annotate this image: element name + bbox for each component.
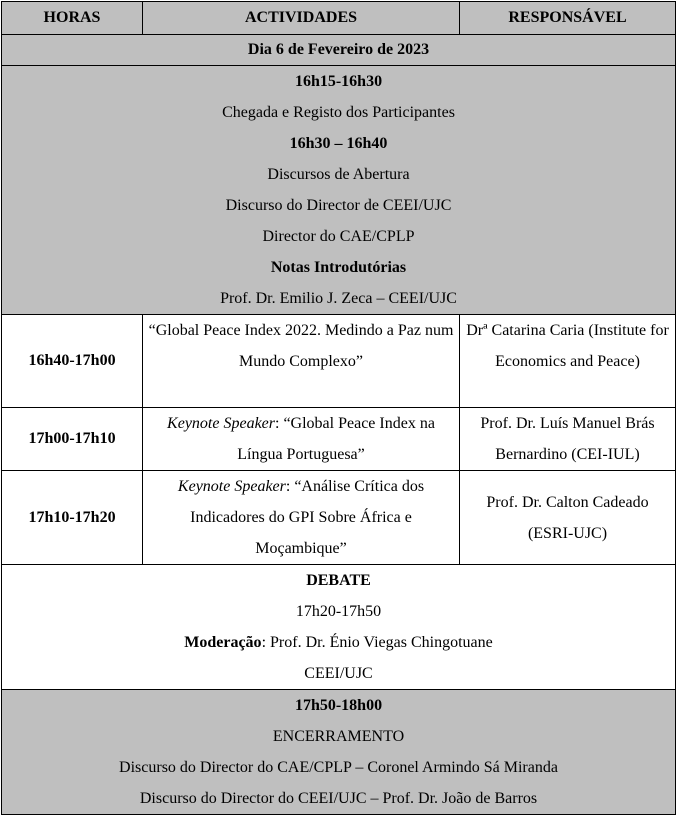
session-row bbox=[2, 408, 676, 471]
session-time: 17h00-17h10 bbox=[2, 408, 143, 471]
session-row bbox=[2, 471, 676, 565]
debate-org: CEEI/UJC bbox=[304, 665, 373, 682]
session-time: 16h40-17h00 bbox=[2, 315, 143, 408]
program-table bbox=[1, 1, 676, 815]
header-hours: HORAS bbox=[2, 2, 143, 35]
session-activity: Keynote Speaker: “Análise Crítica dos Indicadores do GPI Sobre África e Moçambique” bbox=[143, 471, 460, 565]
opening-block bbox=[2, 66, 676, 315]
moderation-label: Moderação bbox=[184, 634, 262, 651]
session-responsible: Prof. Dr. Calton Cadeado (ESRI-UJC) bbox=[460, 471, 676, 565]
keynote-label: Keynote Speaker bbox=[167, 415, 275, 432]
debate-time: 17h20-17h50 bbox=[295, 603, 382, 620]
closing-speech-2: Discurso do Director do CEEI/UJC – Prof. Dr. João de Barros bbox=[139, 790, 538, 807]
debate-title: DEBATE bbox=[306, 572, 371, 589]
session-time: 17h10-17h20 bbox=[2, 471, 143, 565]
session-activity: “Global Peace Index 2022. Medindo a Paz num Mundo Complexo” bbox=[143, 315, 460, 408]
day-row bbox=[2, 35, 676, 66]
closing-row bbox=[2, 690, 676, 815]
session-responsible: Prof. Dr. Luís Manuel Brás Bernardino (CEI-IUL) bbox=[460, 408, 676, 471]
debate-block bbox=[2, 565, 676, 690]
header-responsible: RESPONSÁVEL bbox=[460, 2, 676, 35]
debate-row bbox=[2, 565, 676, 690]
opening-time-2: 16h30 – 16h40 bbox=[289, 135, 388, 152]
opening-speeches: Discursos de Abertura bbox=[267, 166, 410, 183]
closing-block bbox=[2, 690, 676, 815]
closing-time: 17h50-18h00 bbox=[294, 697, 383, 714]
opening-speech-1: Discurso do Director de CEEI/UJC bbox=[225, 197, 452, 214]
notes-title: Notas Introdutórias bbox=[270, 259, 407, 276]
session-activity: Keynote Speaker: “Global Peace Index na Língua Portuguesa” bbox=[143, 408, 460, 471]
debate-moderation: Moderação: Prof. Dr. Énio Viegas Chingotuane bbox=[184, 634, 493, 651]
day-title: Dia 6 de Fevereiro de 2023 bbox=[2, 35, 676, 66]
session-responsible: Drª Catarina Caria (Institute for Economics and Peace) bbox=[460, 315, 676, 408]
keynote-label: Keynote Speaker bbox=[177, 478, 286, 495]
notes-speaker: Prof. Dr. Emilio J. Zeca – CEEI/UJC bbox=[220, 290, 457, 307]
closing-speech-1: Discurso do Director do CAE/CPLP – Coronel Armindo Sá Miranda bbox=[119, 759, 558, 776]
closing-title: ENCERRAMENTO bbox=[272, 728, 405, 745]
arrival-text: Chegada e Registo dos Participantes bbox=[222, 104, 455, 121]
header-activities: ACTIVIDADES bbox=[143, 2, 460, 35]
session-row bbox=[2, 315, 676, 408]
header-row bbox=[2, 2, 676, 35]
opening-time-1: 16h15-16h30 bbox=[294, 73, 383, 90]
opening-row bbox=[2, 66, 676, 315]
opening-speech-2: Director do CAE/CPLP bbox=[262, 228, 415, 245]
